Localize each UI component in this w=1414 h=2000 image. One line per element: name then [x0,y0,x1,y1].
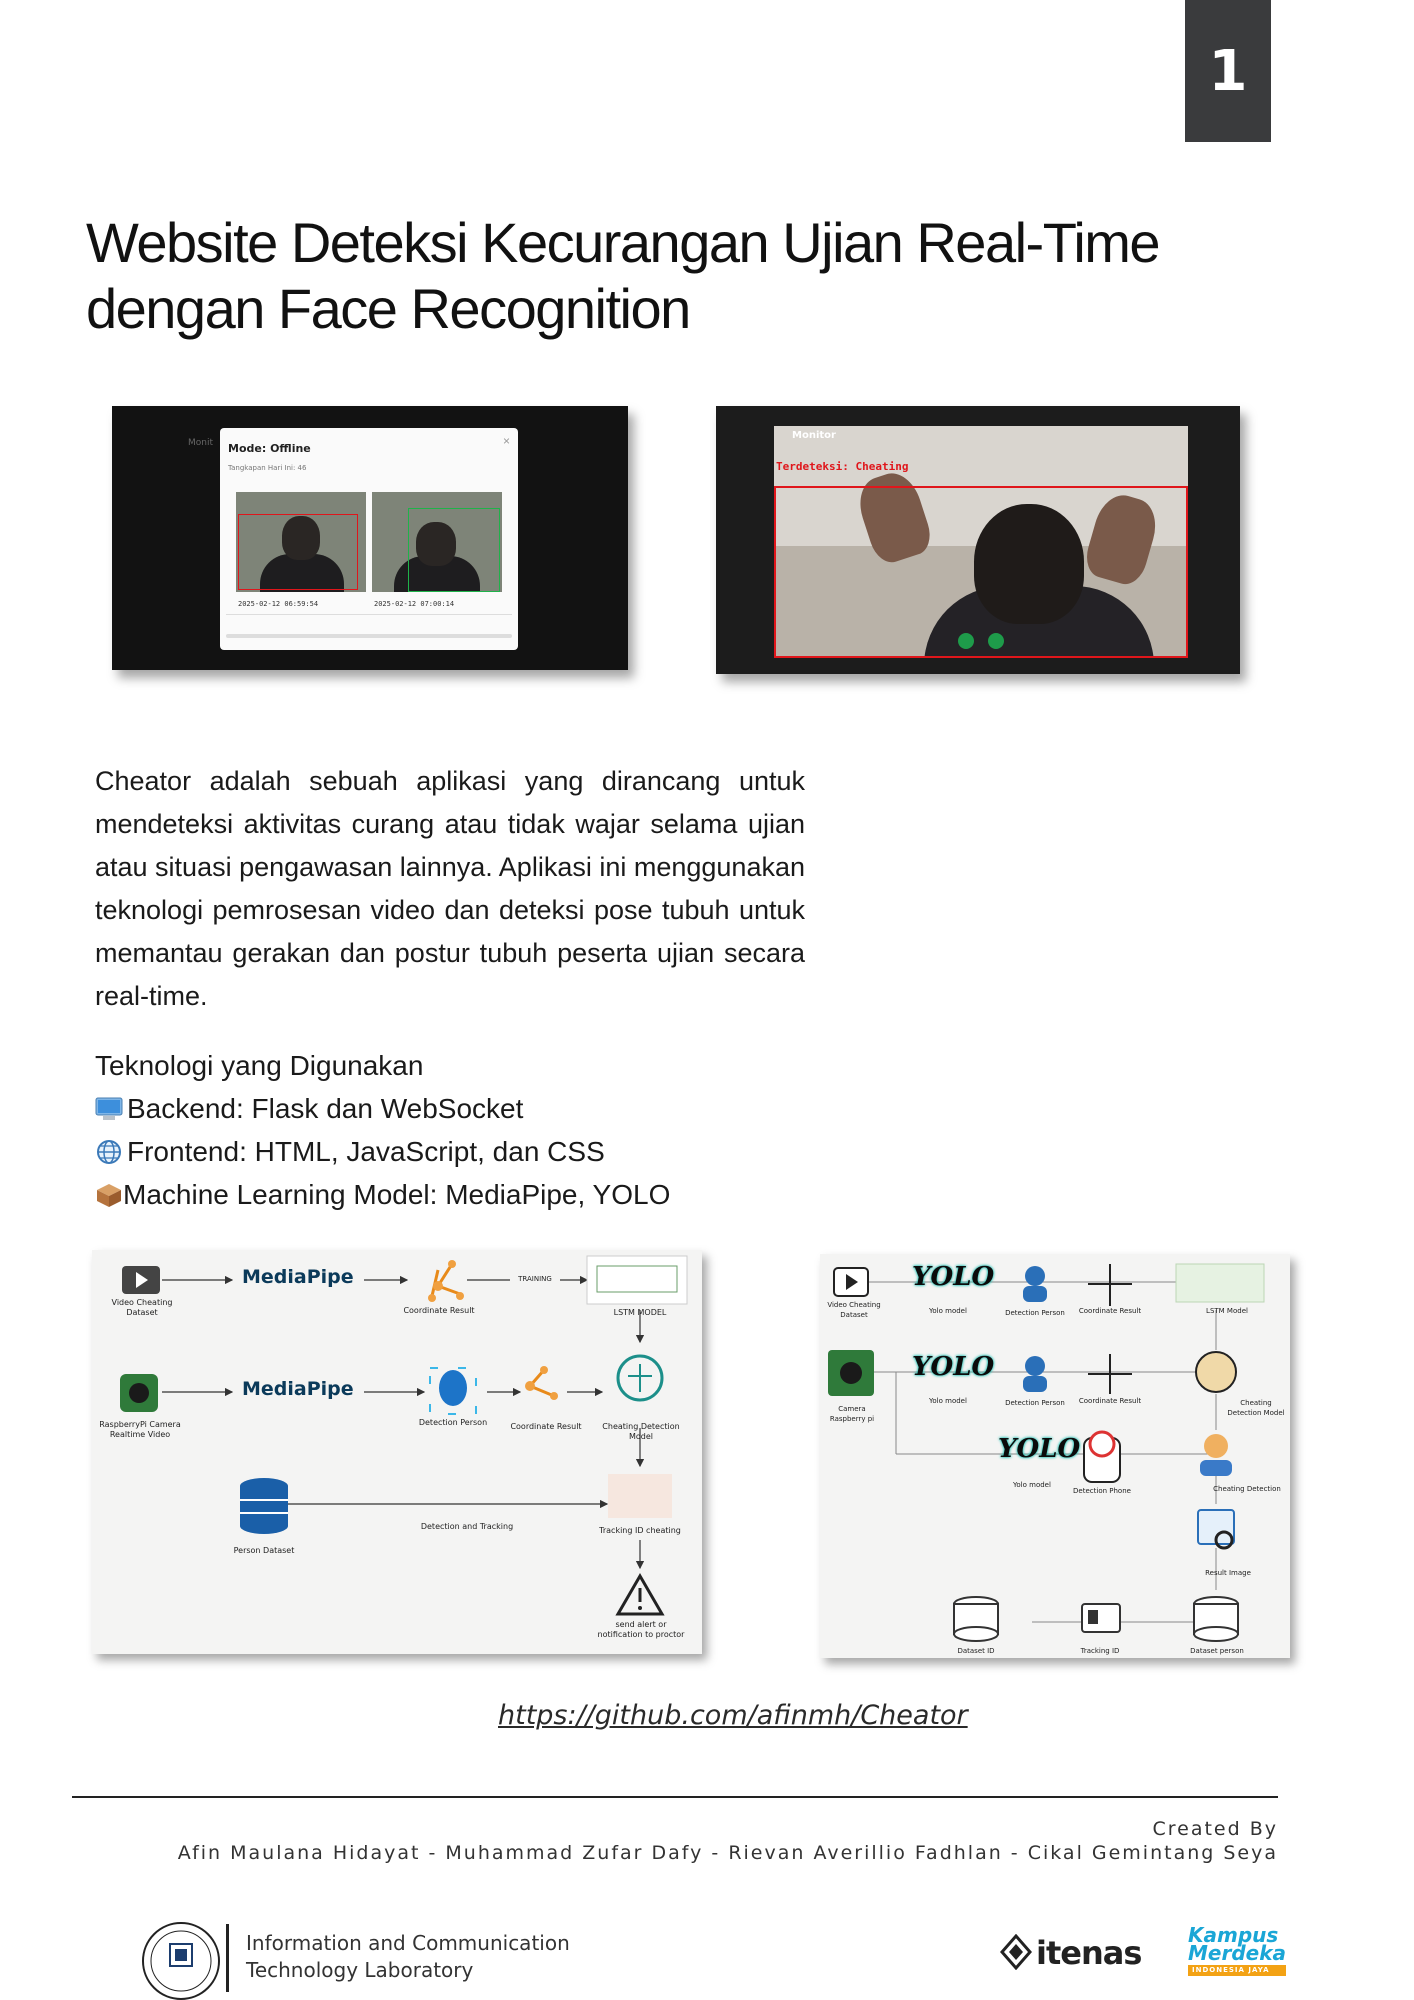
mediapipe-logo-2: MediaPipe [242,1378,354,1400]
monitor-tag: Monit [188,438,214,448]
itenas-wordmark: itenas [1036,1934,1142,1972]
mediapipe-logo-1: MediaPipe [242,1266,354,1288]
page-title [86,210,1326,342]
capture-thumbnail-2[interactable] [372,492,502,592]
page-number-badge: 1 [1185,0,1271,142]
capture-thumbnail-1[interactable] [236,492,366,592]
credits-names: Afin Maulana Hidayat - Muhammad Zufar Dafy - Rievan Averillio Fadhlan - Cikal Gemintang Seya [177,1842,1278,1864]
architecture-diagram-yolo [820,1254,1290,1658]
coordinate-result-label-2: Coordinate Result [510,1422,582,1431]
close-icon[interactable]: × [502,434,510,448]
detection-box [774,486,1188,658]
tracking-id-label: Tracking ID [1080,1647,1120,1655]
yolo-model-label-1: Yolo model [929,1307,967,1315]
lab-name-line-2: Technology Laboratory [246,1958,474,1982]
tech-item-frontend [95,1130,670,1173]
title-line-2: dengan Face Recognition [86,277,690,340]
capture-timestamp-2: 2025-02-12 07:00:14 [374,600,455,608]
detection-person-label-1: Detection Person [1005,1309,1065,1317]
cheating-detection-label: Cheating Detection [1213,1485,1281,1493]
alert-label: send alert or notification to proctor [597,1620,685,1639]
dataset-person-label: Dataset person [1190,1647,1244,1655]
detection-phone-label: Detection Phone [1073,1487,1131,1495]
cheating-model-label: Cheating Detection Model [1227,1399,1285,1417]
lab-name-line-1: Information and Communication [246,1931,570,1955]
capture-timestamp-1: 2025-02-12 06:59:54 [238,600,319,608]
yolo-logo-2: YOLO [912,1352,995,1382]
tech-frontend-text: Frontend: HTML, JavaScript, dan CSS [127,1136,605,1167]
globe-icon [95,1139,123,1165]
live-video-feed [774,426,1188,658]
credits-heading: Created By [1152,1818,1278,1840]
title-line-1: Website Deteksi Kecurangan Ujian Real-Time [86,211,1160,274]
person-dataset-label: Person Dataset [233,1546,295,1555]
camera-toggle-icon[interactable] [958,633,974,649]
video-dataset-label: Video Cheating Dataset [827,1301,881,1319]
yolo-model-label-2: Yolo model [929,1397,967,1405]
detection-tracking-label: Detection and Tracking [420,1522,514,1531]
lstm-model-label: LSTM Model [1206,1307,1248,1315]
screenshot-live-monitor [716,406,1240,674]
screenshot-offline-mode [112,406,628,670]
training-label: TRAINING [510,1274,560,1284]
architecture-diagram-mediapipe [92,1250,702,1654]
lab-divider [226,1924,229,1992]
github-link[interactable]: https://github.com/afinmh/Cheator [498,1700,968,1731]
modal-scrollbar[interactable] [226,634,512,638]
dataset-id-label: Dataset ID [957,1647,995,1655]
tech-stack-list [95,1044,670,1216]
detection-person-label-2: Detection Person [1005,1399,1065,1407]
lstm-model-label: LSTM MODEL [613,1308,667,1317]
modal-divider [226,614,512,615]
lab-name [246,1930,570,1984]
result-image-label: Result Image [1205,1569,1251,1577]
kampus-merdeka-logo [1188,1923,1287,1976]
tech-item-ml [95,1173,670,1216]
tech-item-backend [95,1087,670,1130]
monitor-label: Monitor [792,430,836,441]
tracking-id-label: Tracking ID cheating [599,1526,681,1535]
km-line-2: Merdeka [1188,1941,1287,1965]
record-toggle-icon[interactable] [988,633,1004,649]
detection-person-label: Detection Person [418,1418,488,1427]
yolo-model-label-3: Yolo model [1013,1481,1051,1489]
yolo-logo-1: YOLO [912,1262,995,1292]
cheating-model-label: Cheating Detection Model [602,1422,680,1441]
tech-heading: Teknologi yang Digunakan [95,1050,424,1081]
km-sub: INDONESIA JAYA [1188,1965,1286,1976]
tech-ml-text: Machine Learning Model: MediaPipe, YOLO [123,1179,671,1210]
package-icon [95,1182,123,1208]
coordinate-network-icon [432,1264,460,1296]
cheating-detection-label: Terdeteksi: Cheating [776,460,909,473]
computer-icon [95,1096,123,1122]
coordinate-result-label-1: Coordinate Result [1078,1307,1142,1315]
capture-modal [220,428,518,650]
modal-capture-count: Tangkapan Hari Ini: 46 [228,464,307,472]
tech-backend-text: Backend: Flask dan WebSocket [127,1093,524,1124]
camera-label: RaspberryPi Camera Realtime Video [99,1420,181,1439]
ict-lab-logo-icon [142,1922,220,2000]
footer-divider [72,1796,1278,1798]
modal-mode-label: Mode: Offline [228,442,311,455]
itenas-logo-icon [1000,1934,1032,1970]
km-line-1: Kampus [1188,1923,1279,1947]
video-dataset-label: Video Cheating Dataset [111,1298,173,1317]
yolo-logo-3: YOLO [998,1434,1081,1464]
coordinate-result-label-1: Coordinate Result [403,1306,475,1315]
description-paragraph: Cheator adalah sebuah aplikasi yang dirancang untuk mendeteksi aktivitas curang atau tidak wajar selama ujian atau situasi pengawasan lainnya. Aplikasi ini menggunakan teknologi pemrosesan video dan deteksi pose tubuh untuk memantau gerakan dan postur tubuh peserta ujian secara real-time. [95,766,805,1011]
coordinate-result-label-2: Coordinate Result [1078,1397,1142,1405]
camera-label: Camera Raspberry pi [829,1405,875,1423]
